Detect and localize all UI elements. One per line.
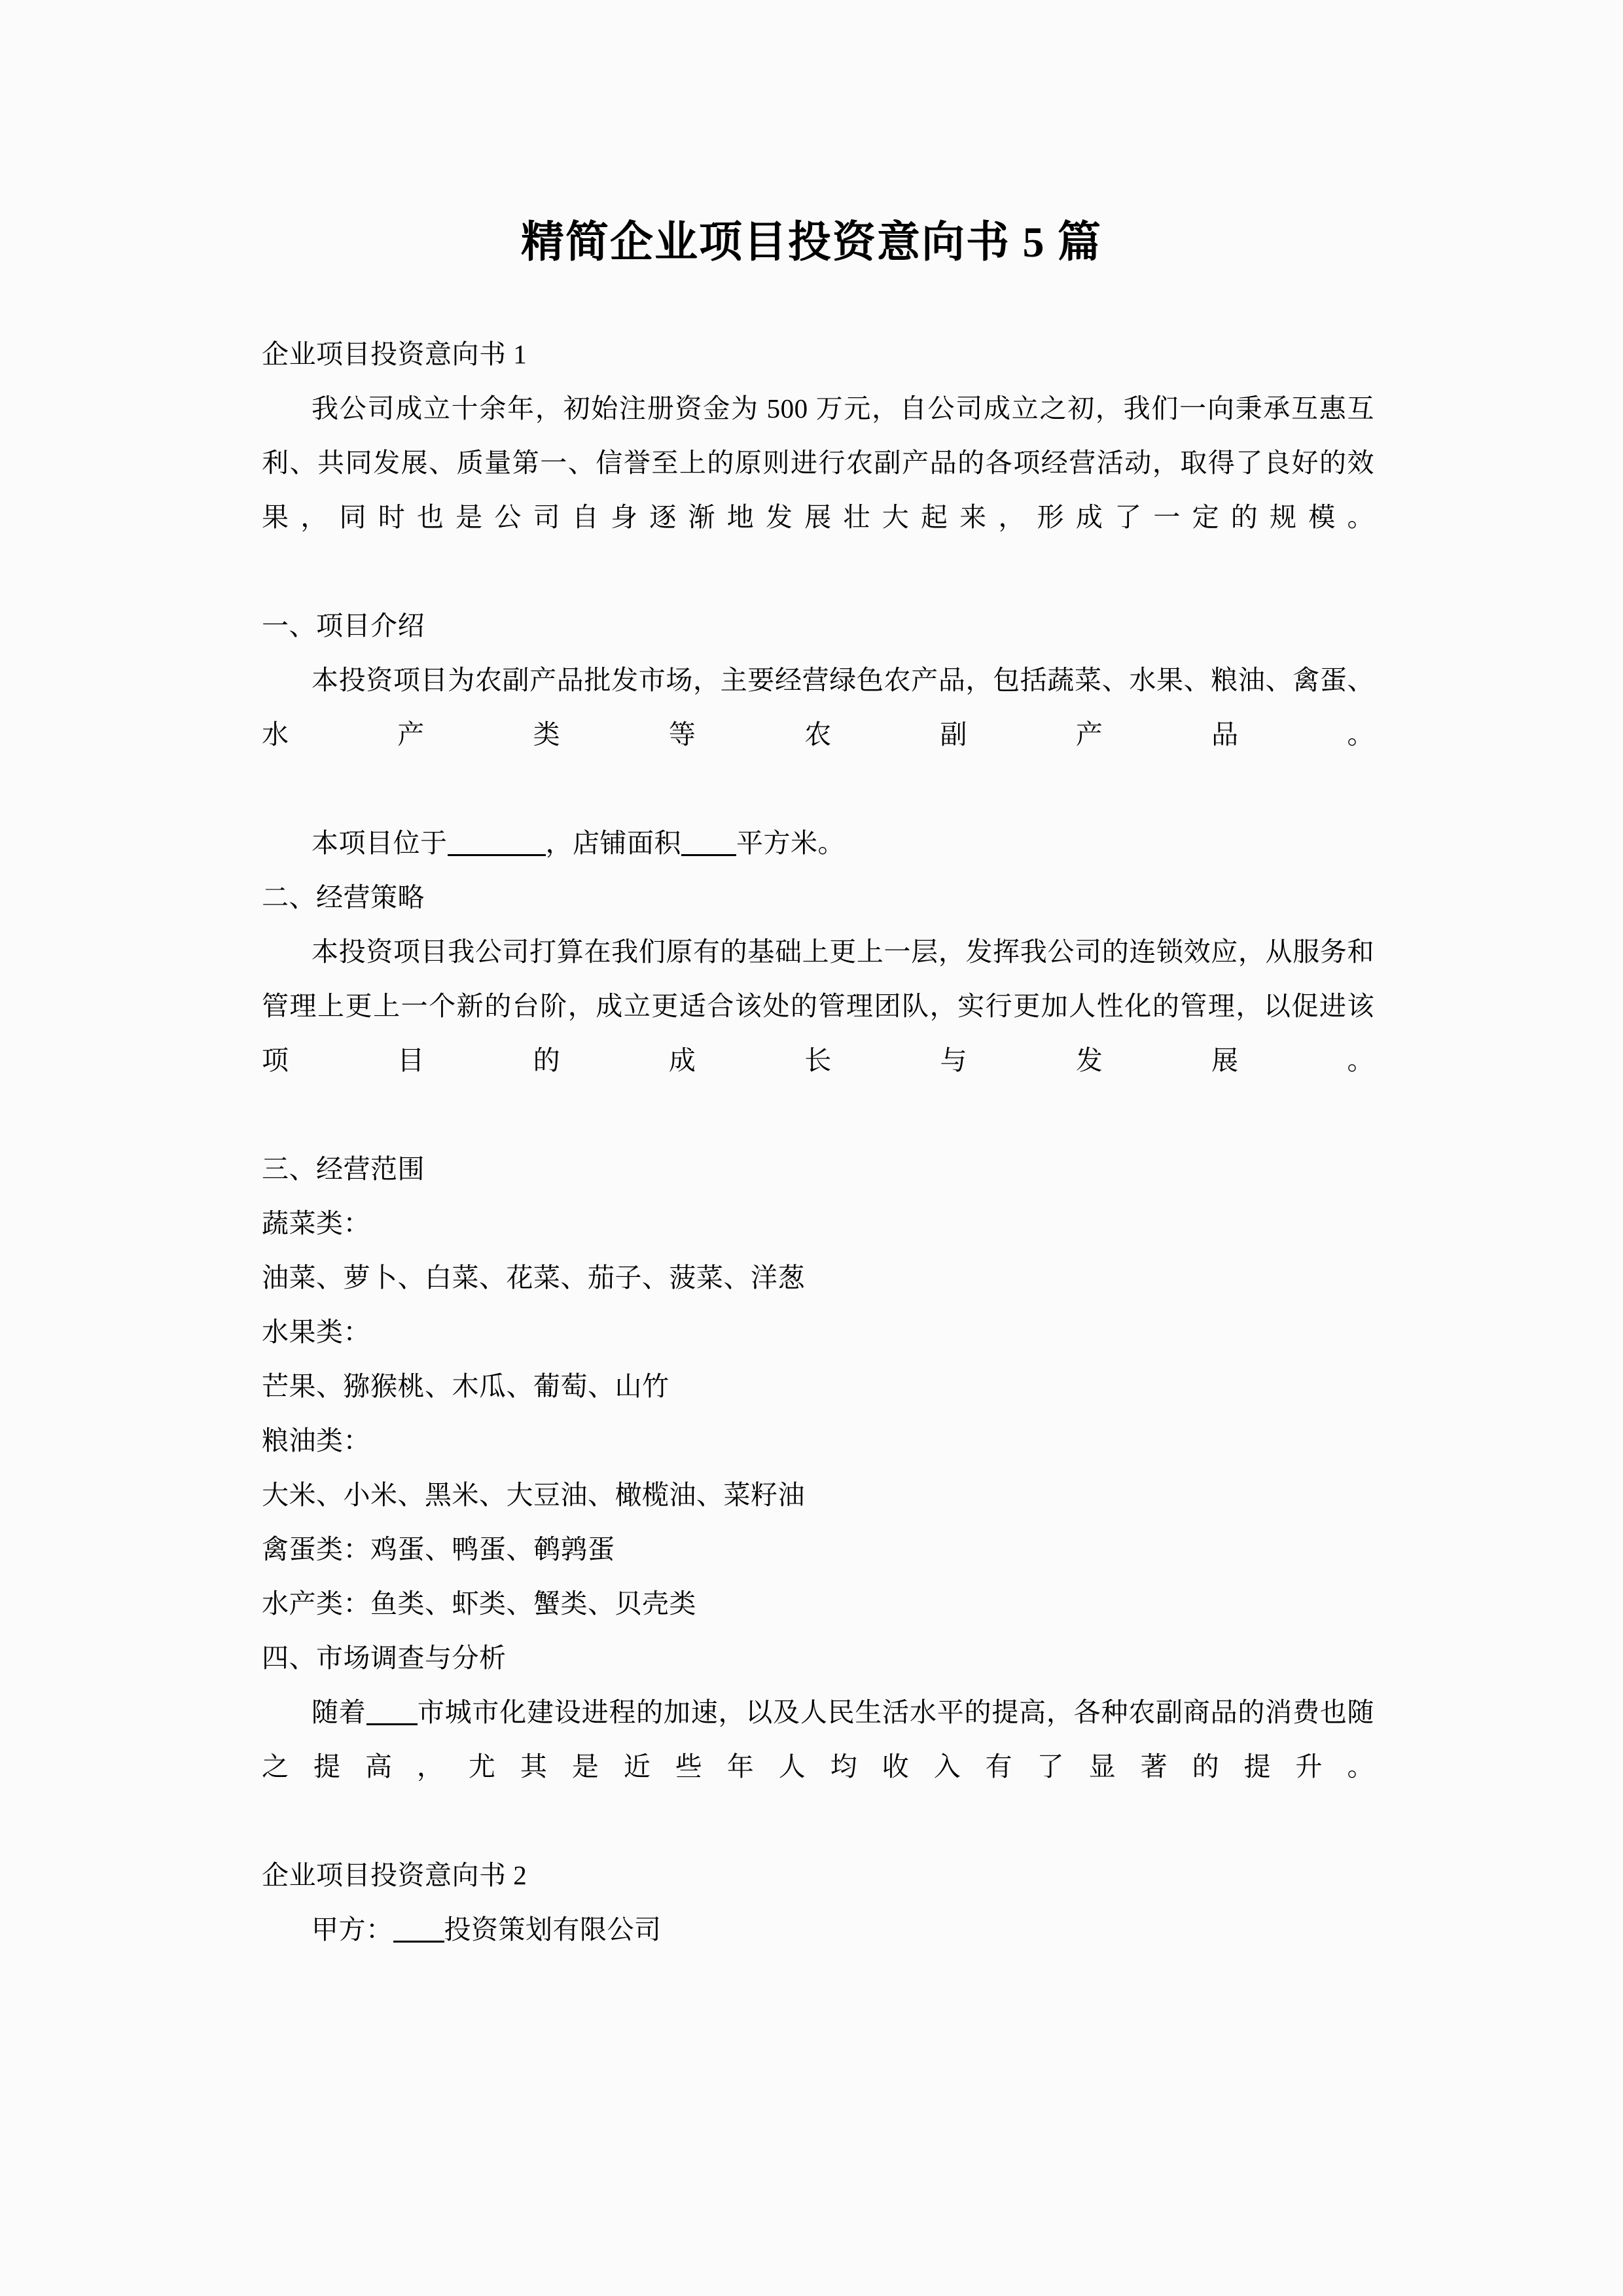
paragraph-strategy: 本投资项目我公司打算在我们原有的基础上更上一层，发挥我公司的连锁效应，从服务和管理上更上一个新的台阶，成立更适合该处的管理团队，实行更加人性化的管理，以促进该项目的成长与发展。 — [262, 937, 1374, 1075]
category-row-aquatic — [262, 1577, 1374, 1631]
paragraph-market-analysis — [262, 1685, 1374, 1848]
section-heading-2: 二、经营策略 — [262, 882, 425, 912]
section-heading-4: 四、市场调查与分析 — [262, 1643, 507, 1673]
category-row-eggs — [262, 1522, 1374, 1577]
area-blank-field[interactable] — [681, 834, 736, 856]
paragraph-company-intro: 我公司成立十余年，初始注册资金为 500 万元，自公司成立之初，我们一向秉承互惠互利、共同发展、质量第一、信誉至上的原则进行农副产品的各项经营活动，取得了良好的效果，同时也是公司自身逐渐地发展壮大起来，形成了一定的规模。 — [262, 393, 1374, 532]
page-title: 精简企业项目投资意向书 5 篇 — [521, 219, 1102, 267]
category-label-aquatic: 水产类： — [262, 1588, 370, 1619]
subheading-letter-1: 企业项目投资意向书 1 — [262, 339, 527, 369]
category-items-eggs: 鸡蛋、鸭蛋、鹌鹑蛋 — [370, 1534, 615, 1564]
category-items-aquatic: 鱼类、虾类、蟹类、贝壳类 — [370, 1588, 696, 1619]
market-body-text: 市城市化建设进程的加速，以及人民生活水平的提高，各种农副商品的消费也随之提高，尤其是近些年人均收入有了显著的提升。 — [262, 1697, 1375, 1782]
category-label-fruits: 水果类： — [262, 1317, 370, 1347]
party-a-blank-field[interactable] — [393, 1921, 444, 1943]
category-label-grain-oil: 粮油类： — [262, 1426, 370, 1456]
document-body — [262, 327, 1374, 1957]
category-items-grain-oil: 大米、小米、黑米、大豆油、橄榄油、菜籽油 — [262, 1480, 805, 1510]
category-label-eggs: 禽蛋类： — [262, 1534, 370, 1564]
party-a-prefix-text: 甲方： — [312, 1914, 393, 1945]
paragraph-project-intro: 本投资项目为农副产品批发市场，主要经营绿色农产品，包括蔬菜、水果、粮油、禽蛋、水产类等农副产品。 — [262, 665, 1374, 749]
location-prefix-text: 本项目位于 — [312, 828, 448, 858]
paragraph-location — [262, 816, 1374, 870]
category-items-vegetables: 油菜、萝卜、白菜、花菜、茄子、菠菜、洋葱 — [262, 1263, 805, 1293]
location-suffix-text: 平方米。 — [736, 828, 845, 858]
city-blank-field[interactable] — [366, 1704, 418, 1725]
section-heading-1: 一、项目介绍 — [262, 611, 425, 641]
location-blank-field[interactable] — [448, 834, 546, 856]
subheading-letter-2: 企业项目投资意向书 2 — [262, 1860, 527, 1890]
section-heading-3: 三、经营范围 — [262, 1154, 425, 1184]
category-label-vegetables: 蔬菜类： — [262, 1208, 370, 1238]
location-mid-text: ，店铺面积 — [545, 828, 681, 858]
category-items-fruits: 芒果、猕猴桃、木瓜、葡萄、山竹 — [262, 1371, 669, 1401]
party-a-suffix-text: 投资策划有限公司 — [444, 1914, 662, 1945]
paragraph-party-a — [262, 1903, 1374, 1957]
market-prefix-text: 随着 — [312, 1697, 366, 1727]
